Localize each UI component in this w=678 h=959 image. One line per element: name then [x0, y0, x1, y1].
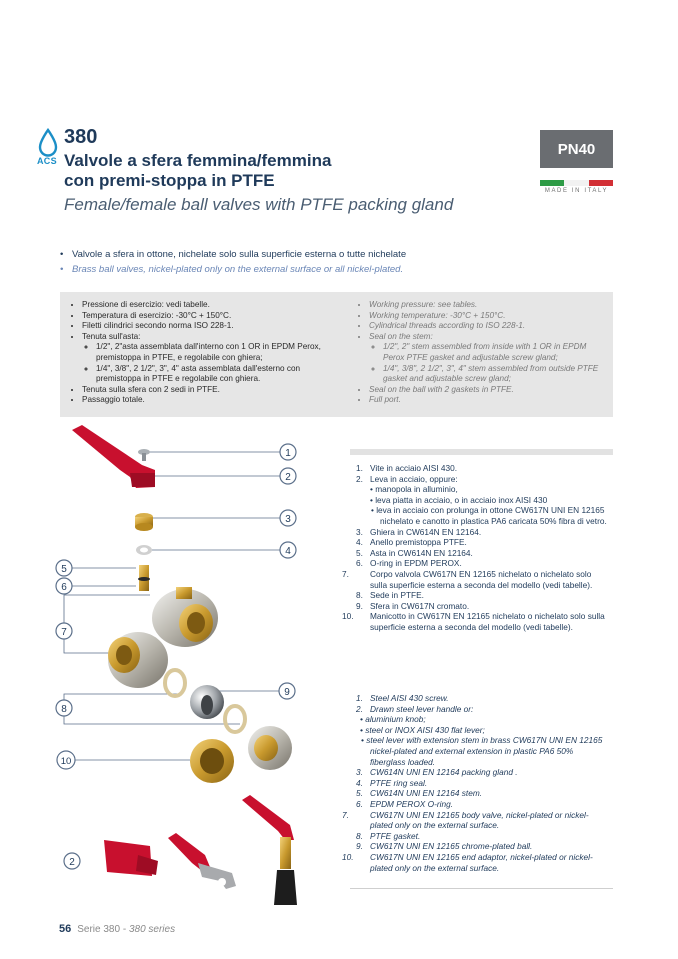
callout-1: [280, 444, 296, 460]
callout-4: [280, 542, 296, 558]
spec-item: [369, 332, 607, 385]
title-english: Female/female ball valves with PTFE packing gland: [64, 195, 454, 214]
callout-9-label: 9: [284, 687, 290, 698]
callout-6-label: 6: [61, 582, 67, 593]
part-item: 9. CW617N UNI EN 12165 chrome-plated ball.: [356, 841, 533, 852]
callout-8: [56, 700, 72, 716]
spec-item: • Filetti cilindrici secondo norma ISO 228-1.: [82, 321, 335, 332]
made-in-italy: MADE IN ITALY: [544, 188, 609, 194]
callout-8-label: 8: [61, 704, 67, 715]
footer-series-it: Serie 380: [77, 924, 121, 935]
water-drop-icon: [37, 128, 59, 158]
parts-list-italian: [342, 463, 609, 633]
callout-2-bottom-label: 2: [69, 857, 75, 868]
part-item: 9. Sfera in CW617N cromato.: [356, 600, 470, 611]
spec-item: • Working temperature: -30°C + 150°C.: [369, 311, 607, 322]
part-item: 8. PTFE gasket.: [356, 830, 421, 841]
callout-3-label: 3: [285, 514, 291, 525]
part-subitem: • steel or INOX AISI 430 flat lever;: [360, 724, 485, 735]
part-item: 4. PTFE ring seal.: [356, 777, 428, 788]
footer-series-en: 380 series: [128, 924, 176, 935]
spec-subitem: ◦ 1/2", 2" stem assembled from inside with 1 OR in EPDM Perox PTFE gasket and adjustable screw gland;: [383, 342, 607, 363]
valve-body-image: [108, 587, 218, 688]
ring-seal-image: [136, 545, 152, 555]
spec-item: • Temperatura di esercizio: -30°C + 150°C.: [82, 311, 335, 322]
pressure-rating-badge: PN40: [540, 130, 613, 168]
part-item: 2. Drawn steel lever handle or:: [356, 703, 474, 714]
part-subitem: • leva piatta in acciaio, o in acciaio inox AISI 430: [370, 494, 548, 505]
spec-item: • Working pressure: see tables.: [369, 300, 607, 311]
spec-item: • Tenuta sulla sfera con 2 sedi in PTFE.: [82, 385, 335, 396]
part-item: 7. Corpo valvola CW617N EN 12165 nichelato o nichelato solo sulla superficie esterna a seconda del modello (vedi tabelle).: [342, 568, 593, 590]
callout-2-label: 2: [285, 472, 291, 483]
callout-9: [279, 683, 295, 699]
part-item: 7. CW617N UNI EN 12165 body valve, nickel-plated or nickel-plated only on the external surface.: [342, 809, 589, 831]
part-item: 1. Vite in acciaio AISI 430.: [356, 463, 458, 473]
parts-list-panel: [342, 449, 613, 889]
product-code: 380: [64, 126, 98, 148]
spec-item: • Cylindrical threads according to ISO 228-1.: [369, 321, 607, 332]
specifications-panel: [60, 292, 613, 417]
intro-italian: • Valvole a sfera in ottone, nichelate solo sulla superficie esterna o tutte nichelate: [60, 249, 407, 260]
part-item: 3. CW614N UNI EN 12164 packing gland .: [356, 767, 518, 778]
spec-subitem: ◦ 1/4", 3/8", 2 1/2", 3", 4" stem assembled from outside PTFE gasket and adjustable screw gland;: [383, 364, 607, 385]
specs-english: [357, 300, 607, 406]
callout-10-label: 10: [60, 756, 72, 767]
callout-5: [56, 560, 72, 576]
title-italian: [64, 151, 524, 191]
acs-badge: ACS: [37, 156, 57, 166]
title-italian-line1: Valvole a sfera femmina/femmina: [64, 151, 332, 170]
part-item: 6. O-ring in EPDM PEROX.: [356, 558, 462, 569]
butterfly-knob-image: [104, 840, 158, 876]
part-subitem: • aluminium knob;: [360, 714, 426, 725]
parts-list-english: [342, 693, 609, 873]
title-italian-line2: con premi-stoppa in PTFE: [64, 171, 275, 190]
screw-image: [138, 449, 150, 461]
callout-5-label: 5: [61, 564, 67, 575]
part-item: 10. Manicotto in CW617N EN 12165 nichelato o nichelato solo sulla superficie esterna a seconda del modello (vedi tabelle).: [342, 611, 605, 632]
spec-item: • Seal on the ball with 2 gaskets in PTFE.: [369, 385, 607, 396]
intro-english: • Brass ball valves, nickel-plated only on the external surface or all nickel-plated.: [60, 264, 404, 275]
page-number: 56: [59, 923, 72, 935]
intro-english-text: Brass ball valves, nickel-plated only on the external surface or all nickel-plated.: [72, 264, 404, 275]
page-footer: [59, 923, 175, 935]
spec-item: • Pressione di esercizio: vedi tabelle.: [82, 300, 335, 311]
stem-image: [138, 565, 150, 591]
ball-image: [190, 685, 224, 719]
spec-item: [82, 332, 335, 385]
part-item: 1. Steel AISI 430 screw.: [356, 693, 449, 703]
callout-6: [56, 578, 72, 594]
callout-2-bottom: [64, 853, 80, 869]
italian-flag-icon: [540, 180, 613, 186]
part-item: 6. EPDM PEROX O-ring.: [356, 798, 453, 809]
part-subitem: • manopola in alluminio,: [370, 484, 458, 495]
callout-7-label: 7: [61, 627, 67, 638]
spec-item-text: Seal on the stem:: [369, 331, 433, 341]
part-item: 3. Ghiera in CW614N EN 12164.: [356, 526, 482, 537]
spec-item: • Full port.: [369, 395, 607, 406]
callout-10: [57, 751, 75, 769]
spec-item: • Passaggio totale.: [82, 395, 335, 406]
specs-italian: [70, 300, 335, 406]
callout-2: [280, 468, 296, 484]
callout-3: [280, 510, 296, 526]
extension-lever-image: [242, 795, 297, 905]
callout-4-label: 4: [285, 546, 291, 557]
callout-1-label: 1: [285, 448, 291, 459]
intro-italian-text: Valvole a sfera in ottone, nichelate solo sulla superficie esterna o tutte nichelate: [72, 249, 407, 260]
part-item: 10. CW617N UNI EN 12165 end adaptor, nickel-plated or nickel-plated only on the external surface.: [342, 851, 593, 873]
footer-separator: -: [120, 924, 129, 935]
part-item: 5. Asta in CW614N EN 12164.: [356, 547, 473, 558]
flat-lever-image: [168, 833, 236, 889]
part-item: 2. Leva in acciaio, oppure:: [356, 473, 458, 484]
part-subitem: • leva in acciaio con prolunga in ottone CW617N UNI EN 12165 nichelato e canotto in plastica PA6 caricata 50% fibra di vetro.: [371, 505, 607, 526]
spec-subitem: ◦ 1/4", 3/8", 2 1/2", 3", 4" asta assemblata dall'esterno con premistoppa in PTFE e regolabile con ghiera.: [96, 364, 335, 385]
spec-item-text: Tenuta sull'asta:: [82, 331, 141, 341]
end-adaptor-image: [190, 726, 292, 783]
spec-subitem: ◦ 1/2", 2"asta assemblata dall'interno con 1 OR in EPDM Perox, premistoppa in PTFE, e regolabile con ghiera;: [96, 342, 335, 363]
part-item: 4. Anello premistoppa PTFE.: [356, 537, 467, 548]
packing-gland-image: [135, 513, 153, 531]
exploded-view-diagram: [0, 415, 350, 915]
part-item: 8. Sede in PTFE.: [356, 590, 424, 601]
callout-7: [56, 623, 72, 639]
part-item: 5. CW614N UNI EN 12164 stem.: [356, 788, 483, 799]
part-subitem: • steel lever with extension stem in brass CW617N UNI EN 12165 nickel-plated and external extension in plastic PA6 50% fiberglass loaded.: [361, 735, 603, 767]
